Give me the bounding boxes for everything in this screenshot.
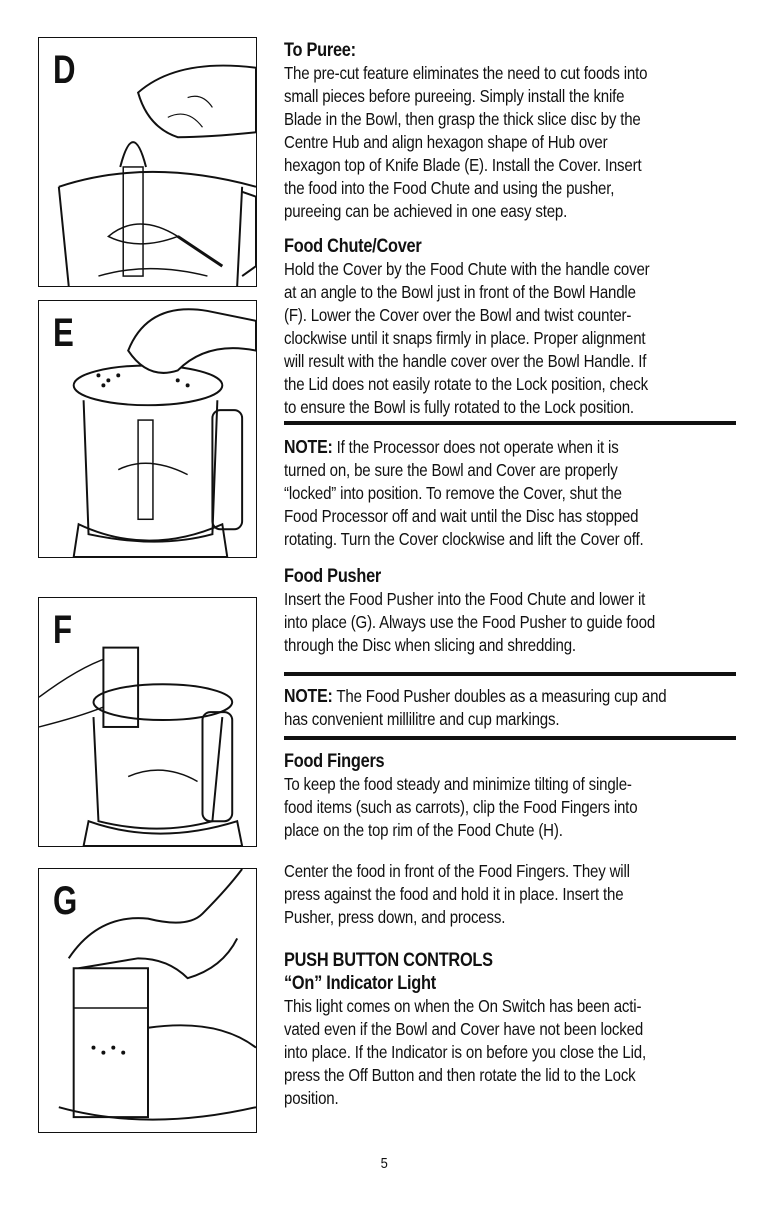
text-line: press against the food and hold it in place. Insert the [284,884,624,904]
text-line: Food Processor off and wait until the Disc has stopped [284,506,639,526]
figure-letter: G [53,879,78,923]
paragraph [284,435,740,551]
text-line: pureeing can be achieved in one easy step. [284,201,568,221]
text-line: position. [284,1088,339,1108]
divider [284,672,736,676]
figure-letter: F [53,608,73,652]
text-line: The pre-cut feature eliminates the need to cut foods into [284,63,648,83]
text-line: hexagon top of Knife Blade (E). Install the Cover. Insert [284,155,642,175]
text-line: food items (such as carrots), clip the Food Fingers into [284,797,638,817]
text-line: If the Processor does not operate when it is [332,437,619,457]
text-line: to ensure the Bowl is fully rotated to the Lock position. [284,397,634,417]
text-line: turned on, be sure the Bowl and Cover are properly [284,460,618,480]
section-center-food [284,860,740,929]
section-heading: Food Pusher [284,566,382,587]
section-subheading: “On” Indicator Light [284,973,436,994]
section-heading: PUSH BUTTON CONTROLS [284,950,493,971]
note-label: NOTE: [284,685,333,706]
text-line: To keep the food steady and minimize tilting of single- [284,774,632,794]
section-heading: To Puree: [284,40,356,61]
text-line: place on the top rim of the Food Chute (H). [284,820,563,840]
text-line: at an angle to the Bowl just in front of the Bowl Handle [284,282,636,302]
text-line: vated even if the Bowl and Cover have not been locked [284,1019,644,1039]
text-line: Pusher, press down, and process. [284,907,506,927]
divider [284,421,736,425]
figure-d [38,37,257,287]
figure-f [38,597,257,847]
text-line: Centre Hub and align hexagon shape of Hub over [284,132,608,152]
note-pusher [284,684,740,731]
text-line: will result with the handle cover over the Bowl Handle. If [284,351,647,371]
text-line: rotating. Turn the Cover clockwise and lift the Cover off. [284,529,644,549]
paragraph [284,62,740,223]
paragraph [284,860,740,929]
paragraph [284,684,740,731]
divider [284,736,736,740]
section-food-pusher [284,565,740,657]
text-line: into place. If the Indicator is on before you close the Lid, [284,1042,646,1062]
text-line: has convenient millilitre and cup markings. [284,709,560,729]
paragraph [284,995,740,1110]
paragraph [284,588,740,657]
text-line: Insert the Food Pusher into the Food Chute and lower it [284,589,646,609]
section-heading: Food Fingers [284,751,385,772]
text-line: press the Off Button and then rotate the lid to the Lock [284,1065,636,1085]
page-number: 5 [380,1155,388,1172]
section-push-button-controls [284,949,740,1110]
figure-letter: E [53,311,74,355]
text-line: through the Disc when slicing and shredding. [284,635,576,655]
text-line: Hold the Cover by the Food Chute with the handle cover [284,259,650,279]
figure-e [38,300,257,558]
note-label: NOTE: [284,436,333,457]
note-processor [284,435,740,551]
text-line: the Lid does not easily rotate to the Lock position, check [284,374,649,394]
text-line: Blade in the Bowl, then grasp the thick slice disc by the [284,109,641,129]
paragraph [284,258,740,419]
figure-g [38,868,257,1133]
section-food-chute-cover [284,235,740,419]
text-line: “locked” into position. To remove the Cover, shut the [284,483,622,503]
section-food-fingers [284,750,740,842]
text-line: clockwise until it snaps firmly in place. Proper alignment [284,328,646,348]
paragraph [284,773,740,842]
figure-letter: D [53,48,76,92]
text-line: (F). Lower the Cover over the Bowl and twist counter- [284,305,632,325]
text-line: This light comes on when the On Switch has been acti- [284,996,642,1016]
text-line: the food into the Food Chute and using the pusher, [284,178,615,198]
section-heading: Food Chute/Cover [284,236,422,257]
text-line: small pieces before pureeing. Simply install the knife [284,86,625,106]
section-puree [284,39,740,223]
text-line: into place (G). Always use the Food Pusher to guide food [284,612,656,632]
text-line: The Food Pusher doubles as a measuring cup and [332,686,667,706]
text-line: Center the food in front of the Food Fingers. They will [284,861,630,881]
